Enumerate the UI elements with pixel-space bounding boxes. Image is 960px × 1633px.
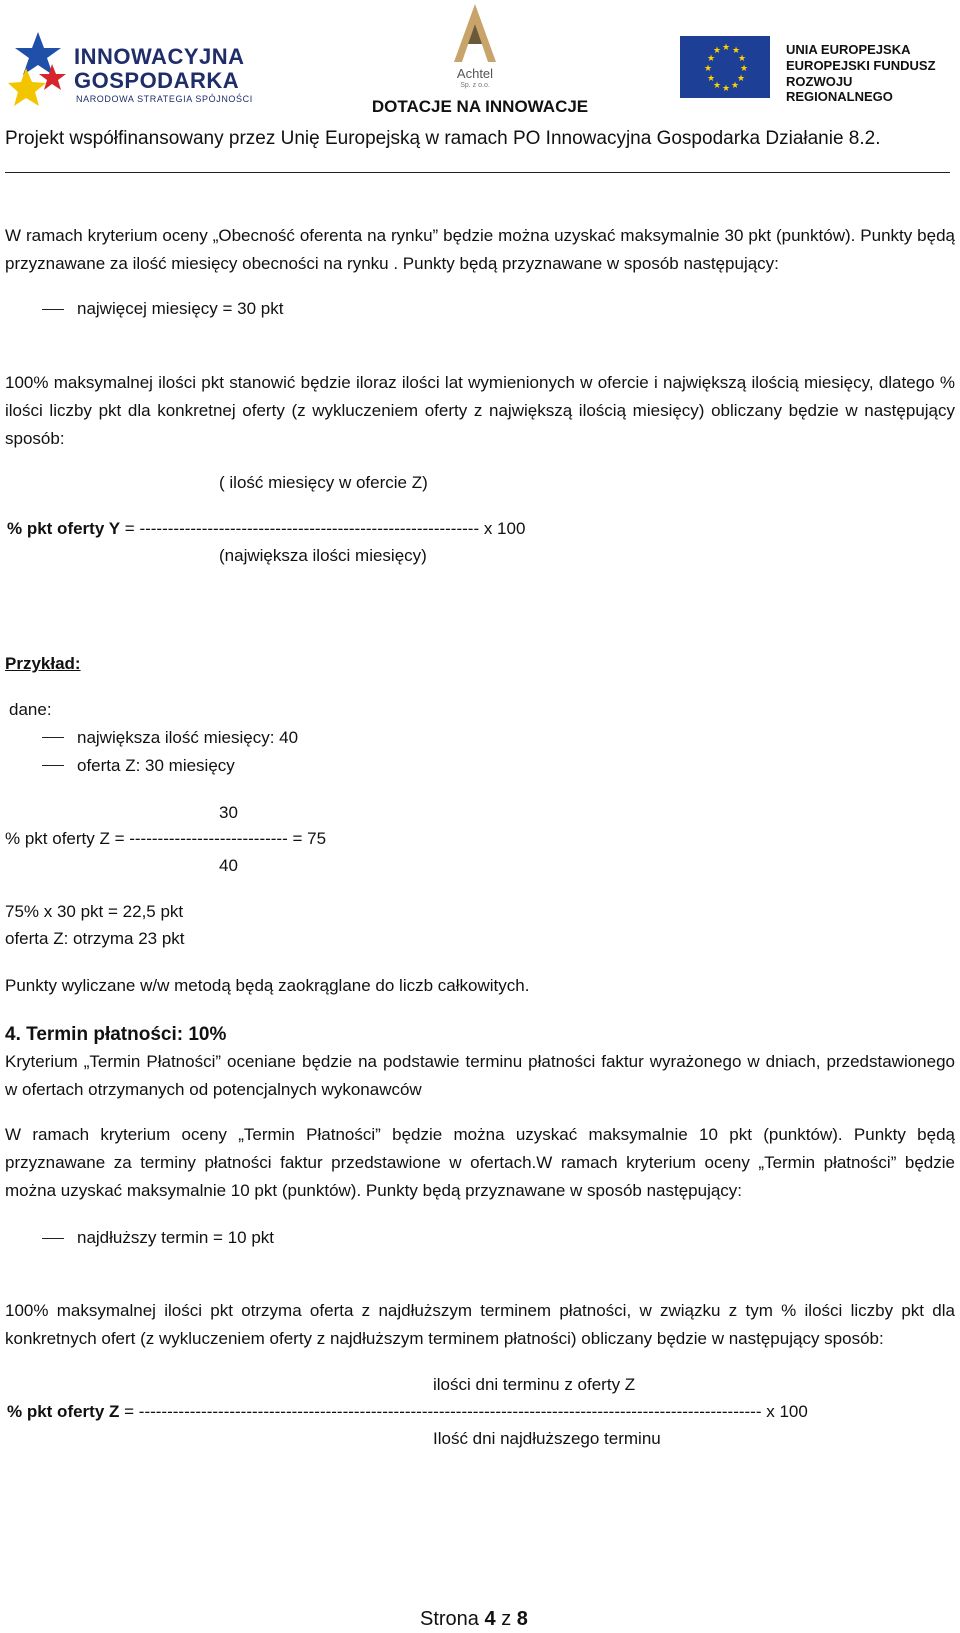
svg-text:★: ★ xyxy=(722,84,731,94)
svg-text:★: ★ xyxy=(738,54,747,64)
bullet-dash xyxy=(42,765,64,766)
eu-flag-icon xyxy=(680,36,770,98)
presence-intro: W ramach kryterium oceny „Obecność oferenta na rynku” będzie można uzyskać maksymalnie 30 pkt (punktów). Punkty będą przyznawane za ilość miesięcy obecności na rynku . Punkty będą przyznawane w sposób następujący: xyxy=(5,226,955,273)
formula1-numerator: ( ilość miesięcy w ofercie Z) xyxy=(219,473,428,492)
eu-line1: UNIA EUROPEJSKA xyxy=(786,42,911,57)
formula1-denominator: (największa ilości miesięcy) xyxy=(219,546,427,565)
svg-text:★: ★ xyxy=(713,81,722,91)
logo-title-line2: GOSPODARKA xyxy=(74,68,240,93)
header-divider xyxy=(5,172,950,173)
project-line: Projekt współfinansowany przez Unię Europejską w ramach PO Innowacyjna Gospodarka Działanie 8.2. xyxy=(5,128,881,149)
svg-text:★: ★ xyxy=(707,74,716,84)
formula2-row xyxy=(7,1398,808,1426)
example-result1: 75% x 30 pkt = 22,5 pkt xyxy=(5,902,184,921)
formula1-mult: x 100 xyxy=(479,519,526,538)
formula1-label: % pkt oferty Y xyxy=(7,519,121,538)
example-dane: dane: xyxy=(9,700,52,719)
example-calc: % pkt oferty Z = ---------------------------- = 75 xyxy=(5,829,327,848)
formula2-line: -------------------------------------------------------------------------------------------------------------- xyxy=(138,1402,762,1421)
svg-text:★: ★ xyxy=(740,64,749,74)
formula2-numerator: ilości dni terminu z oferty Z xyxy=(433,1375,636,1394)
example-item1: największa ilość miesięcy: 40 xyxy=(77,728,299,747)
example-heading: Przykład: xyxy=(5,654,81,673)
payment-p1: Kryterium „Termin Płatności” oceniane będzie na podstawie terminu płatności faktur wyrażonego w dniach, przedstawionego w ofertach otrzymanych od potencjalnych wykonawców xyxy=(5,1052,955,1099)
achtel-logo xyxy=(430,0,520,98)
innowacyjna-gospodarka-logo xyxy=(8,28,258,108)
eu-line2: EUROPEJSKI FUNDUSZ xyxy=(786,58,936,73)
presence-bullet: najwięcej miesięcy = 30 pkt xyxy=(77,299,284,318)
payment-heading: 4. Termin płatności: 10% xyxy=(5,1024,227,1045)
bullet-dash xyxy=(42,1238,64,1239)
formula2-denominator: Ilość dni najdłuższego terminu xyxy=(433,1429,661,1448)
svg-text:★: ★ xyxy=(737,74,746,84)
eu-line3: ROZWOJU REGIONALNEGO xyxy=(786,74,893,104)
payment-p2: W ramach kryterium oceny „Termin Płatności” będzie można uzyskać maksymalnie 10 pkt (punktów). Punkty będą przyznawane za terminy płatności faktur przedstawione w ofertach.W ramach kryterium oceny „Termin płatności” będzie można uzyskać maksymalnie 10 pkt (punktów). Punkty będą przyznawane w sposób następujący: xyxy=(5,1125,955,1200)
payment-bullet: najdłuższy termin = 10 pkt xyxy=(77,1228,275,1247)
svg-text:★: ★ xyxy=(732,46,741,56)
svg-text:★: ★ xyxy=(713,46,722,56)
bullet-dash xyxy=(42,737,64,738)
eu-logo xyxy=(660,30,950,110)
example-numerator: 30 xyxy=(219,803,238,822)
payment-p3: 100% maksymalnej ilości pkt otrzyma oferta z najdłuższym terminem płatności, w związku z tym % ilości liczby pkt dla konkretnych ofert (z wykluczeniem oferty z najdłuższym terminem płatności) obliczany będzie w następujący sposób: xyxy=(5,1301,955,1348)
logo-title-line1: INNOWACYJNA xyxy=(74,44,245,69)
svg-text:★: ★ xyxy=(704,64,713,74)
achtel-sub: Sp. z o.o. xyxy=(460,82,490,89)
formula1-row xyxy=(7,515,525,543)
formula2-mult: x 100 xyxy=(761,1402,808,1421)
example-result2: oferta Z: otrzyma 23 pkt xyxy=(5,929,185,948)
formula1-line: ------------------------------------------------------------ xyxy=(139,519,480,538)
dotacje-caption: DOTACJE NA INNOWACJE xyxy=(371,97,589,116)
example-denominator: 40 xyxy=(219,856,238,875)
formula1-eq: = xyxy=(120,519,140,538)
presence-explanation: 100% maksymalnej ilości pkt stanowić będzie iloraz ilości lat wymienionych w ofercie i największą ilością miesięcy, dlatego % ilości liczby pkt dla konkretnej oferty (z wykluczeniem oferty z największą ilością miesięcy) obliczany będzie w następujący sposób: xyxy=(5,373,955,448)
svg-text:★: ★ xyxy=(731,81,740,91)
svg-text:★: ★ xyxy=(707,54,716,64)
bullet-dash xyxy=(42,309,64,310)
svg-text:★: ★ xyxy=(722,43,731,53)
page-total: 8 xyxy=(516,1608,528,1630)
formula2-eq: = xyxy=(119,1402,139,1421)
formula2-label: % pkt oferty Z xyxy=(7,1402,120,1421)
logo-subtitle: NARODOWA STRATEGIA SPÓJNOŚCI xyxy=(76,94,253,104)
page-label: Strona xyxy=(420,1608,479,1630)
stars-flag-icon xyxy=(8,28,68,108)
example-rounding: Punkty wyliczane w/w metodą będą zaokrąglane do liczb całkowitych. xyxy=(5,976,530,995)
page-current: 4 xyxy=(484,1608,496,1630)
page-sep: z xyxy=(501,1608,512,1630)
example-item2: oferta Z: 30 miesięcy xyxy=(77,756,235,775)
achtel-name: Achtel xyxy=(456,66,494,81)
achtel-emblem-icon xyxy=(450,2,500,66)
